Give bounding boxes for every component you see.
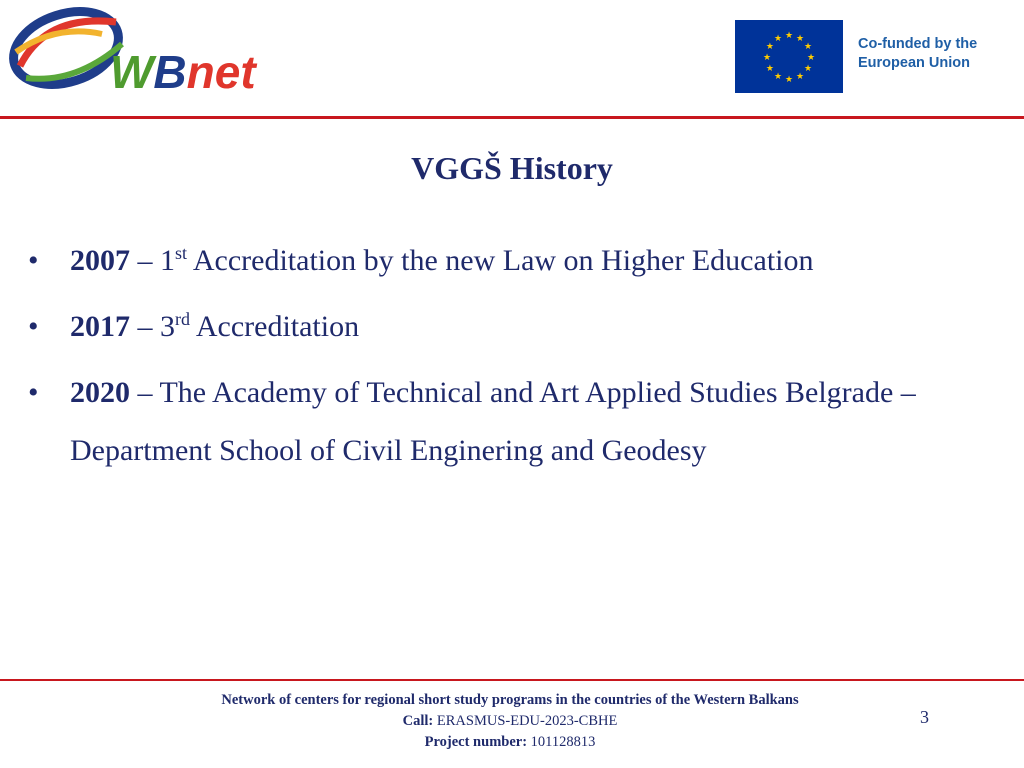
bullet-list <box>28 232 1018 488</box>
eu-star-icon: ★ <box>773 32 783 43</box>
header-divider <box>0 116 1024 119</box>
footer-project-value: 101128813 <box>527 734 596 750</box>
bullet-dot-icon: • <box>28 376 39 409</box>
bullet-year: 2007 <box>70 244 130 277</box>
bullet-text-line2: Department School of Civil Enginering and Geodesy <box>70 434 707 467</box>
bullet-item-2017 <box>28 298 1018 356</box>
eu-star-icon: ★ <box>765 41 774 51</box>
eu-star-icon: ★ <box>795 71 805 82</box>
eu-flag-icon <box>735 20 843 93</box>
bullet-dash: – 3 <box>130 310 175 343</box>
slide-title: VGGŠ History <box>411 150 613 186</box>
eu-star-icon: ★ <box>765 63 774 73</box>
eu-star-icon: ★ <box>804 63 813 73</box>
eu-cofunded-label <box>858 35 1018 73</box>
bullet-dot-icon: • <box>28 310 39 343</box>
bullet-text: Accreditation by the new Law on Higher Education <box>187 244 814 277</box>
page-number: 3 <box>920 707 929 727</box>
eu-star-icon: ★ <box>773 71 783 82</box>
eu-star-icon: ★ <box>784 30 794 40</box>
bullet-year: 2017 <box>70 310 130 343</box>
eu-star-icon: ★ <box>762 52 772 62</box>
footer-network-title: Network of centers for regional short study programs in the countries of the Western Balkans <box>221 692 799 708</box>
bullet-ordinal-sup: st <box>175 243 188 263</box>
footer-divider <box>0 679 1024 681</box>
eu-star-icon: ★ <box>795 32 805 43</box>
bullet-ordinal-sup: rd <box>175 309 190 329</box>
footer-call-value: ERASMUS-EDU-2023-CBHE <box>433 713 618 729</box>
bullet-year: 2020 <box>70 376 130 409</box>
eu-label-line2: European Union <box>858 55 970 71</box>
bullet-text: Accreditation <box>190 310 360 343</box>
eu-star-icon: ★ <box>806 52 816 62</box>
svg-text:WBnet: WBnet <box>110 46 256 98</box>
wbnet-logo <box>6 4 276 100</box>
eu-star-icon: ★ <box>804 41 813 51</box>
bullet-item-2020 <box>28 364 1018 480</box>
footer <box>0 690 1020 753</box>
bullet-dash: – 1 <box>130 244 175 277</box>
bullet-text-line1: – The Academy of Technical and Art Applied Studies Belgrade – <box>130 376 916 409</box>
eu-star-icon: ★ <box>784 74 794 84</box>
footer-call-label: Call: <box>402 713 434 729</box>
footer-project-label: Project number: <box>424 734 528 750</box>
bullet-dot-icon: • <box>28 244 39 277</box>
bullet-item-2007 <box>28 232 1018 290</box>
eu-label-line1: Co-funded by the <box>858 36 978 52</box>
